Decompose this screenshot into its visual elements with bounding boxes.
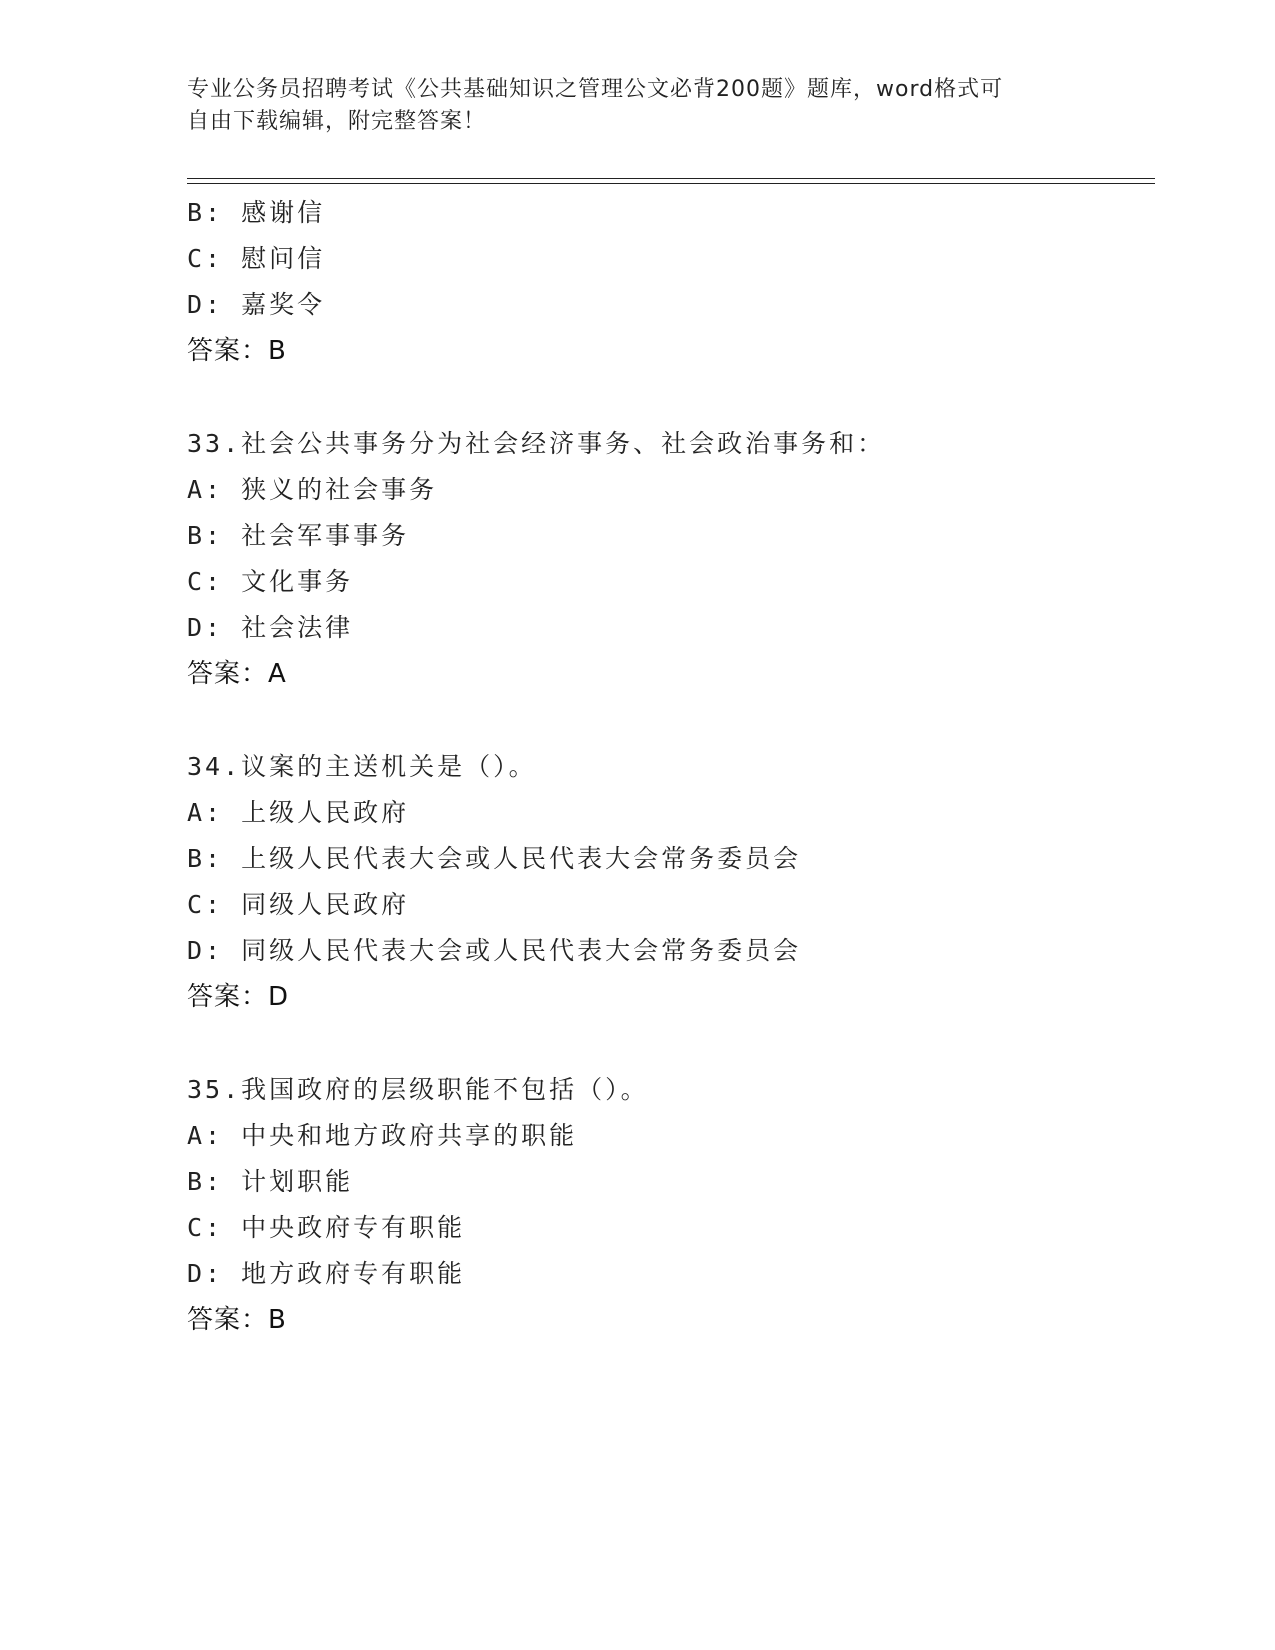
- answer-line: 答案：B: [187, 1305, 287, 1335]
- answer-line: 答案：D: [187, 982, 290, 1012]
- header-line-2: 自由下载编辑，附完整答案！: [187, 109, 487, 134]
- spacer: [187, 1020, 1155, 1067]
- option-d: D: 地方政府专有职能: [187, 1259, 466, 1288]
- option-c: C: 同级人民政府: [187, 890, 410, 919]
- option-c: C: 中央政府专有职能: [187, 1213, 466, 1242]
- question-title: 34.议案的主送机关是（）。: [187, 752, 537, 781]
- option-d: D: 同级人民代表大会或人民代表大会常务委员会: [187, 936, 802, 965]
- question-title: 33.社会公共事务分为社会经济事务、社会政治事务和：: [187, 429, 886, 458]
- option-b: B: 感谢信: [187, 198, 326, 227]
- header-divider-top: [187, 178, 1155, 179]
- option-d: D: 嘉奖令: [187, 290, 326, 319]
- question-block-34: [187, 744, 1155, 1020]
- question-block-partial: [187, 190, 1155, 374]
- document-header: [187, 74, 1067, 138]
- option-c: C: 文化事务: [187, 567, 354, 596]
- answer-line: 答案：B: [187, 336, 287, 366]
- option-a: A: 上级人民政府: [187, 798, 410, 827]
- option-b: B: 计划职能: [187, 1167, 354, 1196]
- option-b: B: 上级人民代表大会或人民代表大会常务委员会: [187, 844, 802, 873]
- question-title: 35.我国政府的层级职能不包括（）。: [187, 1075, 649, 1104]
- option-c: C: 慰问信: [187, 244, 326, 273]
- spacer: [187, 374, 1155, 421]
- question-block-33: [187, 421, 1155, 697]
- header-line-1: 专业公务员招聘考试《公共基础知识之管理公文必背200题》题库，word格式可: [187, 77, 1004, 102]
- option-a: A: 中央和地方政府共享的职能: [187, 1121, 578, 1150]
- document-body: [187, 190, 1155, 1343]
- spacer: [187, 697, 1155, 744]
- header-divider-bottom: [187, 183, 1155, 184]
- question-block-35: [187, 1067, 1155, 1343]
- answer-line: 答案：A: [187, 659, 287, 689]
- option-d: D: 社会法律: [187, 613, 354, 642]
- option-a: A: 狭义的社会事务: [187, 475, 438, 504]
- option-b: B: 社会军事事务: [187, 521, 410, 550]
